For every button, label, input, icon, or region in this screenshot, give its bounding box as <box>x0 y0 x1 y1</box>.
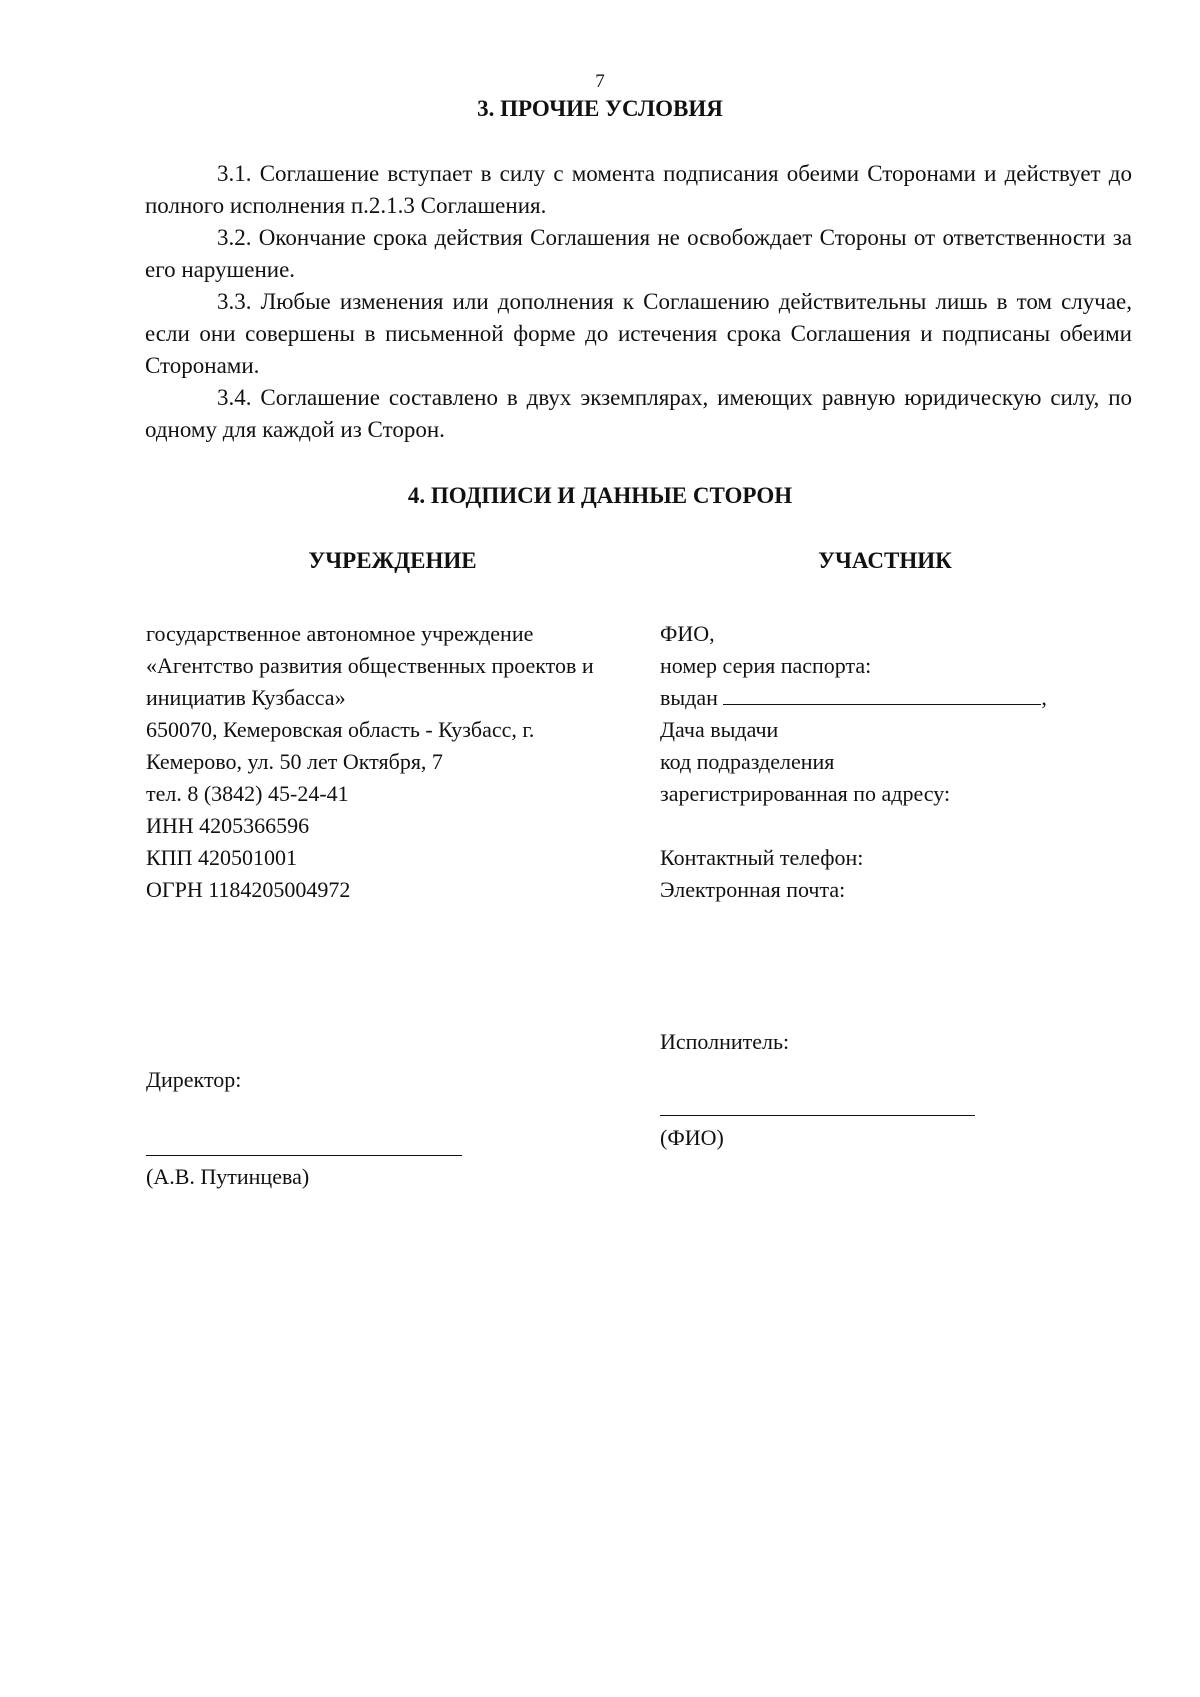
participant-line-empty <box>660 810 1047 842</box>
section-3-body <box>145 158 1132 446</box>
institution-details <box>146 618 594 906</box>
institution-line: государственное автономное учреждение <box>146 621 534 646</box>
institution-line: Кемерово, ул. 50 лет Октября, 7 <box>146 749 443 774</box>
clause-3-4: 3.4. Соглашение составлено в двух экземплярах, имеющих равную юридическую силу, по одному для каждой из Сторон. <box>145 385 1132 442</box>
clause-3-3: 3.3. Любые изменения или дополнения к Соглашению действительны лишь в том случае, если они совершены в письменной форме до истечения срока Соглашения и подписаны обеими Сторонами. <box>145 289 1132 378</box>
page-number: 7 <box>595 71 605 92</box>
clause-3-1: 3.1. Соглашение вступает в силу с момента подписания обеими Сторонами и действует до полного исполнения п.2.1.3 Соглашения. <box>145 161 1132 218</box>
institution-title: УЧРЕЖДЕНИЕ <box>308 548 477 573</box>
participant-signature-line[interactable] <box>660 1115 975 1116</box>
participant-line: ФИО, <box>660 621 715 646</box>
participant-line: зарегистрированная по адресу: <box>660 781 951 806</box>
section-4-title: 4. ПОДПИСИ И ДАННЫЕ СТОРОН <box>407 483 793 508</box>
institution-signer-role: Директор: <box>146 1067 242 1092</box>
participant-line: номер серия паспорта: <box>660 653 872 678</box>
clause-3-2: 3.2. Окончание срока действия Соглашения не освобождает Стороны от ответственности за его нарушение. <box>145 225 1132 282</box>
institution-signature-line[interactable] <box>146 1155 462 1156</box>
issued-label: выдан <box>660 685 718 710</box>
participant-line: Дача выдачи <box>660 717 779 742</box>
institution-signer-name: (А.В. Путинцева) <box>146 1164 310 1189</box>
participant-line: код подразделения <box>660 749 835 774</box>
institution-line: ИНН 4205366596 <box>146 813 310 838</box>
institution-line: КПП 420501001 <box>146 845 297 870</box>
institution-line: «Агентство развития общественных проектов и <box>146 653 594 678</box>
institution-line: тел. 8 (3842) 45-24-41 <box>146 781 349 806</box>
participant-line: Контактный телефон: <box>660 845 864 870</box>
participant-title: УЧАСТНИК <box>818 548 952 573</box>
participant-line: Электронная почта: <box>660 877 846 902</box>
participant-line-issued <box>660 682 1047 714</box>
issued-blank-line[interactable] <box>723 684 1041 705</box>
participant-details <box>660 618 1047 906</box>
participant-signer-name: (ФИО) <box>660 1125 724 1150</box>
institution-line: инициатив Кузбасса» <box>146 685 346 710</box>
institution-line: 650070, Кемеровская область - Кузбасс, г. <box>146 717 535 742</box>
institution-line: ОГРН 1184205004972 <box>146 877 351 902</box>
participant-signer-role: Исполнитель: <box>660 1029 790 1054</box>
section-3-title: 3. ПРОЧИЕ УСЛОВИЯ <box>477 96 723 121</box>
issued-suffix: , <box>1041 685 1047 710</box>
